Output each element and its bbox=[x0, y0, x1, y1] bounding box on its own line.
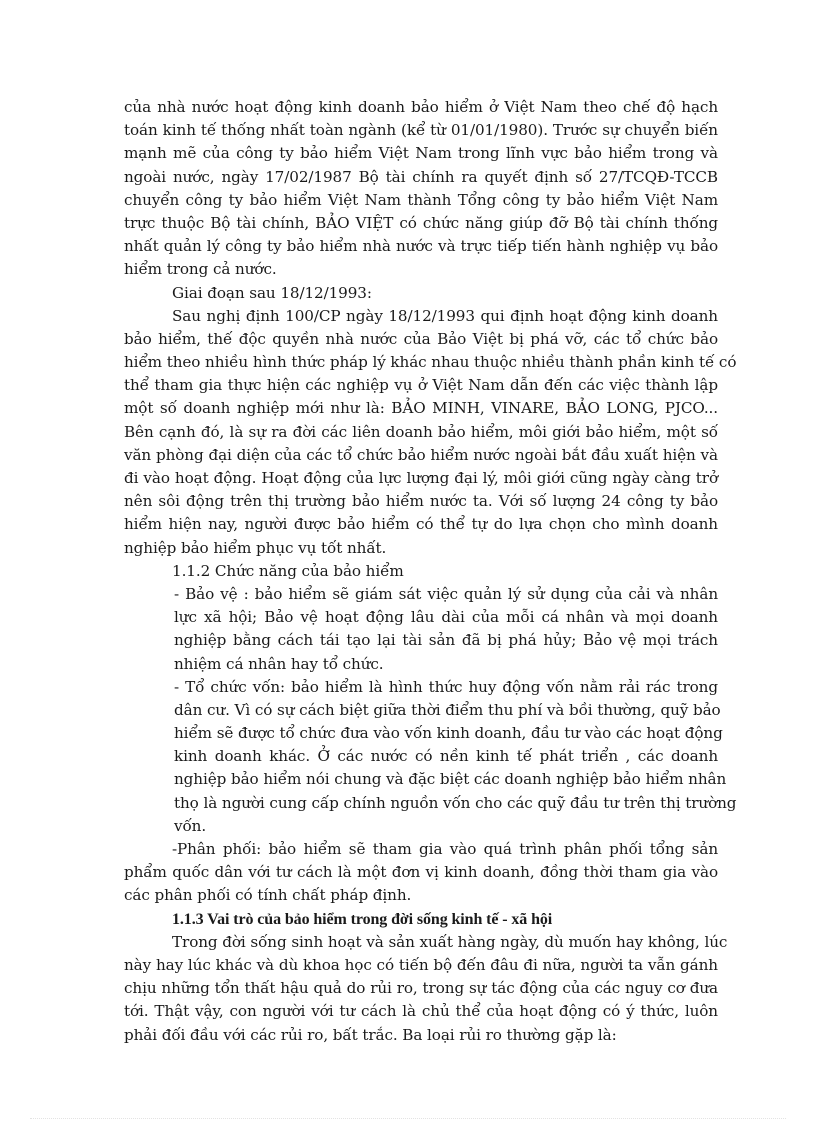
paragraph-line: này hay lúc khác và dù khoa học có tiến bộ đến đâu đi nữa, người ta vẫn gánh bbox=[124, 955, 718, 974]
paragraph-line: nên sôi động trên thị trường bảo hiểm nước ta. Với số lượng 24 công ty bảo bbox=[124, 492, 718, 511]
paragraph-line: tới. Thật vậy, con người với tư cách là chủ thể của hoạt động có ý thức, luôn bbox=[124, 1002, 718, 1021]
bullet-line: hiểm sẽ được tổ chức đưa vào vốn kinh doanh, đầu tư vào các hoạt động bbox=[174, 724, 723, 743]
bullet-line: thọ là người cung cấp chính nguồn vốn cho các quỹ đầu tư trên thị trường bbox=[174, 793, 737, 812]
paragraph-line: đi vào hoạt động. Hoạt động của lực lượng đại lý, môi giới cũng ngày càng trở bbox=[124, 469, 718, 487]
bullet-line: kinh doanh khác. Ở các nước có nền kinh tế phát triển , các doanh bbox=[174, 747, 718, 766]
paragraph-line: phẩm quốc dân với tư cách là một đơn vị kinh doanh, đồng thời tham gia vào bbox=[124, 863, 718, 882]
paragraph-line: các phân phối có tính chất pháp định. bbox=[124, 886, 412, 905]
paragraph-line: thể tham gia thực hiện các nghiệp vụ ở Việt Nam dẫn đến các việc thành lập bbox=[124, 376, 718, 395]
bullet-line: lực xã hội; Bảo vệ hoạt động lâu dài của mỗi cá nhân và mọi doanh bbox=[174, 608, 718, 627]
paragraph-line: nhất quản lý công ty bảo hiểm nhà nước và trực tiếp tiến hành nghiệp vụ bảo bbox=[124, 237, 718, 256]
section-heading-period: Giai đoạn sau 18/12/1993: bbox=[172, 283, 372, 302]
paragraph-line: một số doanh nghiệp mới như là: BẢO MINH, VINARE, BẢO LONG, PJCO... bbox=[124, 399, 718, 418]
bullet-line: nghiệp bảo hiểm nói chung và đặc biệt các doanh nghiệp bảo hiểm nhân bbox=[174, 770, 727, 789]
bullet-line: - Tổ chức vốn: bảo hiểm là hình thức huy động vốn nằm rải rác trong bbox=[174, 677, 718, 696]
paragraph-line: chuyển công ty bảo hiểm Việt Nam thành Tổng công ty bảo hiểm Việt Nam bbox=[124, 190, 718, 209]
paragraph-line: chịu những tổn thất hậu quả do rủi ro, trong sự tác động của các nguy cơ đưa bbox=[124, 979, 718, 998]
paragraph-line: Bên cạnh đó, là sự ra đời các liên doanh bảo hiểm, môi giới bảo hiểm, một số bbox=[124, 422, 718, 441]
paragraph-line: trực thuộc Bộ tài chính, BẢO VIỆT có chức năng giúp đỡ Bộ tài chính thống bbox=[124, 213, 718, 232]
section-heading-1-1-3: 1.1.3 Vai trò của bảo hiểm trong đời sống kinh tế - xã hội bbox=[172, 910, 553, 928]
bullet-line: dân cư. Vì có sự cách biệt giữa thời điểm thu phí và bồi thường, quỹ bảo bbox=[174, 700, 721, 719]
bullet-line: nghiệp bằng cách tái tạo lại tài sản đã bị phá hủy; Bảo vệ mọi trách bbox=[174, 631, 718, 650]
bullet-line: nhiệm cá nhân hay tổ chức. bbox=[174, 654, 384, 673]
paragraph-line: nghiệp bảo hiểm phục vụ tốt nhất. bbox=[124, 538, 387, 557]
section-heading-1-1-2: 1.1.2 Chức năng của bảo hiểm bbox=[172, 561, 404, 580]
paragraph-line: hiểm theo nhiều hình thức pháp lý khác nhau thuộc nhiều thành phần kinh tế có bbox=[124, 353, 737, 372]
document-page bbox=[124, 96, 737, 1047]
paragraph-line: toán kinh tế thống nhất toàn ngành (kể từ 01/01/1980). Trước sự chuyển biến bbox=[124, 121, 718, 140]
bullet-line: - Bảo vệ : bảo hiểm sẽ giám sát việc quản lý sử dụng của cải và nhân bbox=[174, 584, 718, 603]
paragraph-line: bảo hiểm, thế độc quyền nhà nước của Bảo Việt bị phá vỡ, các tổ chức bảo bbox=[124, 329, 718, 348]
bullet-line: vốn. bbox=[174, 816, 207, 835]
paragraph-line: văn phòng đại diện của các tổ chức bảo hiểm nước ngoài bắt đầu xuất hiện và bbox=[124, 445, 718, 464]
paragraph-line: mạnh mẽ của công ty bảo hiểm Việt Nam trong lĩnh vực bảo hiểm trong và bbox=[124, 144, 718, 163]
paragraph-line: hiểm hiện nay, người được bảo hiểm có thể tự do lựa chọn cho mình doanh bbox=[124, 515, 718, 534]
paragraph-line: -Phân phối: bảo hiểm sẽ tham gia vào quá trình phân phối tổng sản bbox=[172, 840, 718, 858]
paragraph-line: phải đối đầu với các rủi ro, bất trắc. Ba loại rủi ro thường gặp là: bbox=[124, 1025, 617, 1044]
paragraph-line: Sau nghị định 100/CP ngày 18/12/1993 qui định hoạt động kinh doanh bbox=[172, 306, 718, 325]
paragraph-line: ngoài nước, ngày 17/02/1987 Bộ tài chính ra quyết định số 27/TCQĐ-TCCB bbox=[124, 167, 718, 186]
paragraph-line: của nhà nước hoạt động kinh doanh bảo hiểm ở Việt Nam theo chế độ hạch bbox=[124, 98, 718, 116]
paragraph-line: hiểm trong cả nước. bbox=[124, 260, 277, 279]
paragraph-line: Trong đời sống sinh hoạt và sản xuất hàng ngày, dù muốn hay không, lúc bbox=[172, 932, 728, 951]
page-bottom-divider bbox=[30, 1118, 786, 1119]
